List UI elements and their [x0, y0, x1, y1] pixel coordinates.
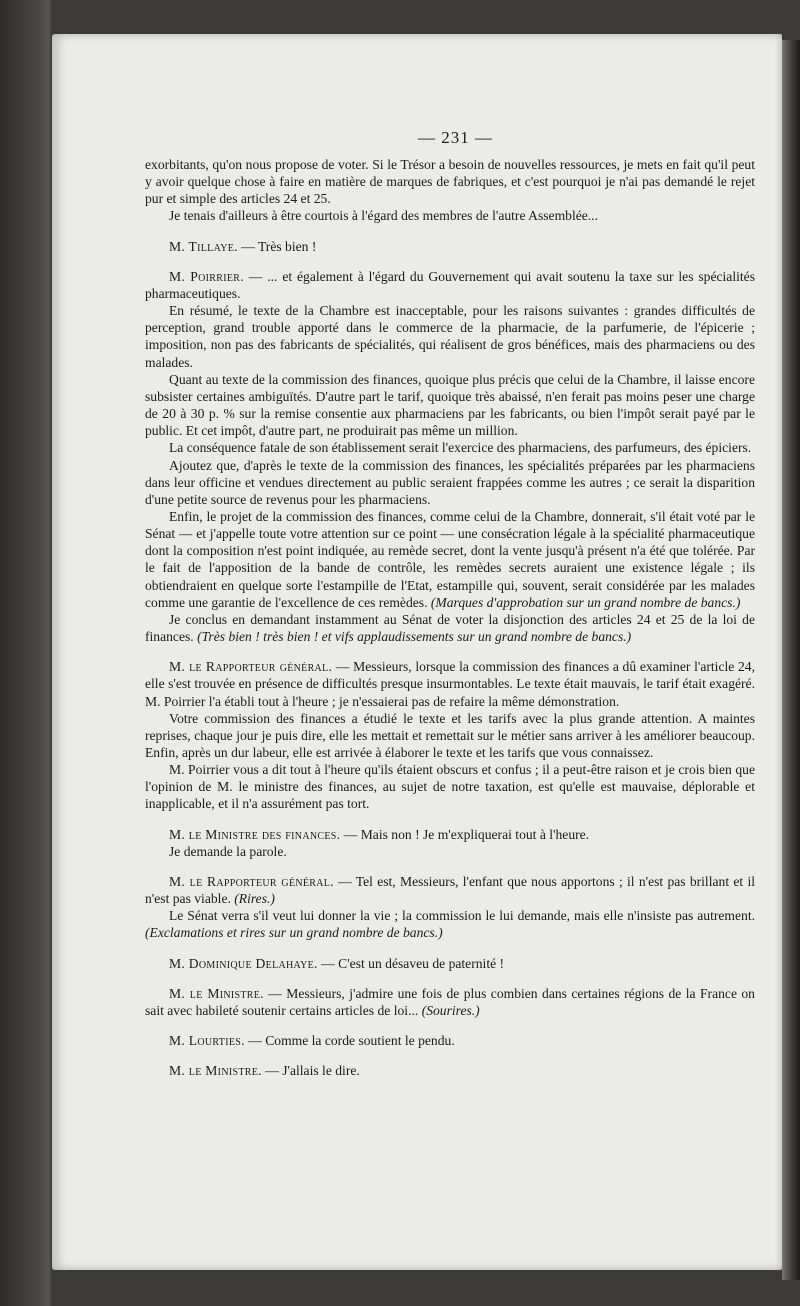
text-paragraph [145, 843, 755, 860]
speech-paragraph [145, 955, 755, 972]
paragraph-text: — Très bien ! [237, 238, 317, 254]
speech-paragraph [145, 985, 755, 1019]
text-paragraph [145, 302, 755, 371]
text-paragraph [145, 508, 755, 611]
text-paragraph [145, 907, 755, 941]
paragraph-text: — Messieurs, j'admire une fois de plus combien dans certaines régions de la France on sait avec habileté soutenir certains articles de loi... [145, 985, 755, 1018]
text-paragraph [145, 156, 755, 207]
paragraph-text: — C'est un désaveu de paternité ! [317, 955, 505, 971]
paragraph-text: exorbitants, qu'on nous propose de voter. Si le Trésor a besoin de nouvelles ressources, je mets en fait qu'il peut y avoir quelque chose à faire en matière de marques de fabriques, et c'est pourquoi je n'ai pas demandé le rejet pur et simple des articles 24 et 25. [145, 157, 755, 207]
paragraph-text: Je demande la parole. [169, 843, 287, 859]
paragraph-text: Ajoutez que, d'après le texte de la commission des finances, les spécialités préparées par les pharmaciens dans leur officine et vendues directement au public seraient frappées comme les autres ; ce serait la disparition d'une petite source de revenus pour les pharmaciens. [145, 457, 755, 507]
paragraph-text: M. Poirrier vous a dit tout à l'heure qu'ils étaient obscurs et confus ; il a peut-être raison et je crois bien que l'opinion de M. le ministre des finances, au sujet de notre taxation, est qu'elle est mauvaise, déplorable et inapplicable, et il n'a assurément pas tort. [145, 762, 755, 812]
speaker-name: M. le Rapporteur général. [169, 873, 334, 889]
text-paragraph [145, 439, 755, 456]
page-number: — 231 — [418, 128, 493, 147]
text-paragraph [145, 207, 755, 224]
paragraph-text: En résumé, le texte de la Chambre est inacceptable, pour les raisons suivantes : grandes difficultés de perception, grand trouble apporté dans le commerce de la pharmacie, de la parfumerie, de l'épicerie ; imposition, non pas des fabricants de spécialités, qui réalisent de gros bénéfices, mais des pharmaciens ou des malades. [145, 303, 755, 370]
speaker-name: M. le Ministre. [169, 1063, 262, 1079]
paragraph-text: — ... et également à l'égard du Gouvernement qui avait soutenu la taxe sur les spécialités pharmaceutiques. [145, 268, 755, 301]
speech-paragraph [145, 826, 755, 843]
paragraph-text: Je tenais d'ailleurs à être courtois à l'égard des membres de l'autre Assemblée... [169, 208, 598, 224]
speaker-name: M. Poirrier. [169, 268, 244, 284]
speaker-name: M. le Ministre. [169, 985, 264, 1001]
stage-direction: (Très bien ! très bien ! et vifs applaudissements sur un grand nombre de bancs.) [197, 629, 632, 645]
page-text [145, 128, 755, 1079]
paragraph-text: — Tel est, Messieurs, l'enfant que nous apportons ; il n'est pas brillant et il n'est pas viable. [145, 873, 755, 907]
speaker-name: M. le Ministre des finances. [169, 826, 341, 842]
stage-direction: (Marques d'approbation sur un grand nombre de bancs.) [430, 594, 741, 610]
paragraph-text: La conséquence fatale de son établissement serait l'exercice des pharmaciens, des parfumeurs, des épiciers. [169, 440, 752, 456]
speaker-name: M. Dominique Delahaye. [169, 955, 318, 971]
paragraph-text: Quant au texte de la commission des finances, quoique plus précis que celui de la Chambre, il laisse encore subsister certaines ambiguïtés. D'autre part le tarif, quoique très abaissé, n'en ferait pas moins peser une charge de 20 à 30 p. % sur la remise consentie aux pharmaciens par les fabricants, ou bien l'impôt serait payé par le public. Et cet impôt, d'autre part, ne produirait pas même un million. [145, 371, 755, 439]
paragraph-text: Je conclus en demandant instamment au Sénat de voter la disjonction des articles 24 et 25 de la loi de finances. [145, 611, 755, 645]
stage-direction: (Sourires.) [421, 1002, 480, 1018]
paragraph-text: — Comme la corde soutient le pendu. [244, 1033, 455, 1049]
speaker-name: M. Tillaye. [169, 238, 238, 254]
speech-paragraph [145, 1032, 755, 1049]
text-paragraph [145, 611, 755, 645]
speaker-name: M. le Rapporteur général. [169, 659, 333, 675]
speech-paragraph [145, 1062, 755, 1079]
text-paragraph [145, 457, 755, 508]
text-paragraph [145, 371, 755, 440]
stage-direction: (Exclamations et rires sur un grand nombre de bancs.) [145, 925, 443, 941]
page-edge-shadow [782, 40, 800, 1280]
paragraph-text: Enfin, le projet de la commission des finances, comme celui de la Chambre, donnerait, s'il était voté par le Sénat — et j'appelle toute votre attention sur ce point — une consécration légale à la spécialité pharmaceutique dont la composition n'est point indiquée, au remède secret, dont la vente jusqu'à présent n'a été que tolérée. Par le fait de l'apposition de la bande de contrôle, les remèdes secrets auraient une existence légale ; ils obtiendraient en quelque sorte l'estampille de l'Etat, estampille qui, souvent, serait considérée par les malades comme une garantie de l'excellence de ces remèdes. [145, 508, 755, 610]
paragraph-text: — Messieurs, lorsque la commission des finances a dû examiner l'article 24, elle s'est trouvée en présence de difficultés presque insurmontables. Le texte était mauvais, le tarif était exagéré. M. Poirrier l'a établi tout à l'heure ; je n'essaierai pas de refaire la même démonstration. [145, 659, 755, 709]
speech-paragraph [145, 268, 755, 302]
text-paragraph [145, 710, 755, 761]
paragraph-text: Le Sénat verra s'il veut lui donner la vie ; la commission le lui demande, mais elle n'insiste pas autrement. [169, 908, 755, 924]
speech-paragraph [145, 238, 755, 255]
paragraph-text: — J'allais le dire. [261, 1063, 360, 1079]
paragraph-text: Votre commission des finances a étudié le texte et les tarifs avec la plus grande attention. A maintes reprises, chaque jour je puis dire, elle les mettait et remettait sur le métier sans arriver à les améliorer beaucoup. Enfin, après un dur labeur, elle est arrivée à élaborer le texte et les tarifs que vous connaissez. [145, 710, 755, 760]
paragraph-text: — Mais non ! Je m'expliquerai tout à l'heure. [340, 826, 590, 842]
speaker-name: M. Lourties. [169, 1033, 245, 1049]
stage-direction: (Rires.) [234, 891, 275, 907]
speech-paragraph [145, 658, 755, 709]
text-paragraph [145, 761, 755, 812]
speech-paragraph [145, 873, 755, 907]
